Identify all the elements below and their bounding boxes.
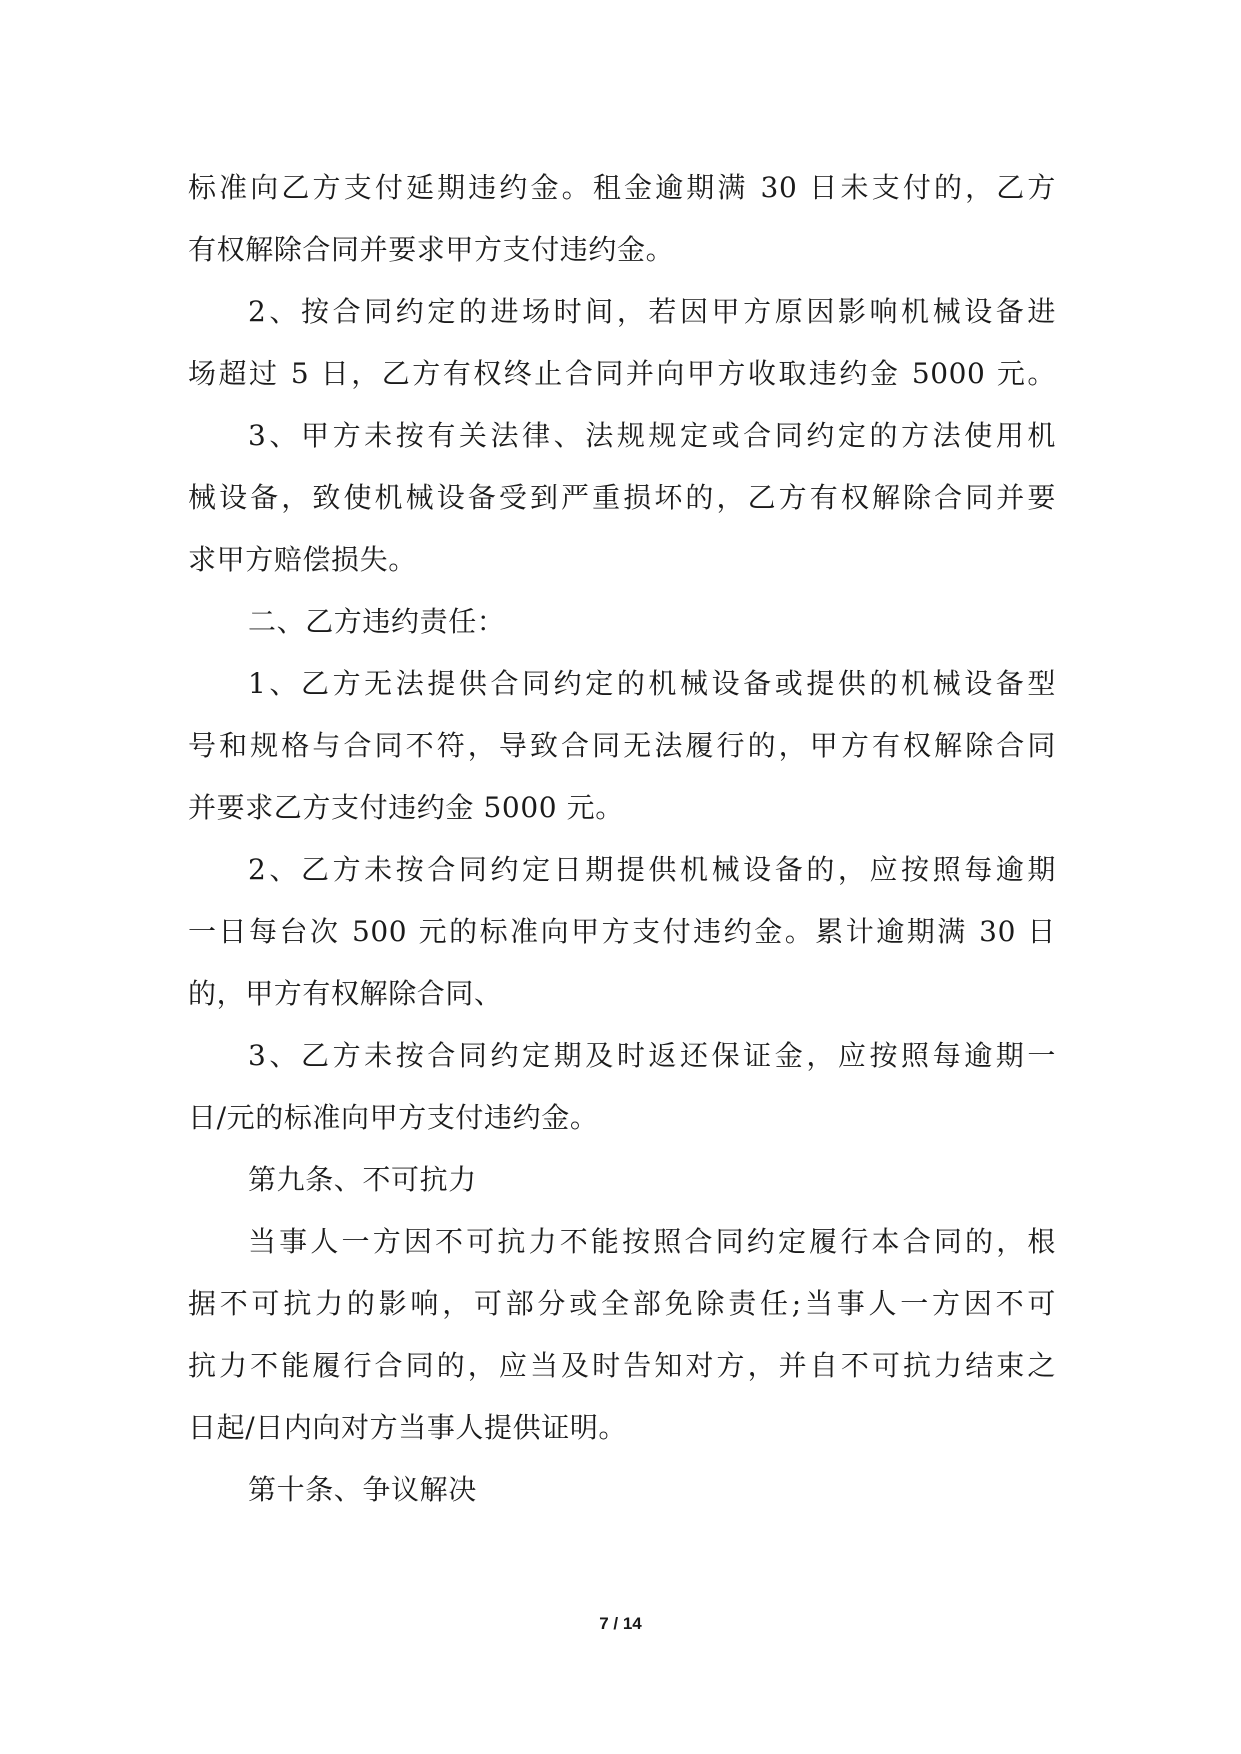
text-line: 当事人一方因不可抗力不能按照合同约定履行本合同的，根 <box>248 1225 1056 1258</box>
text-line: 抗力不能履行合同的，应当及时告知对方，并自不可抗力结束之 <box>188 1349 1056 1382</box>
text-line: 场超过 5 日，乙方有权终止合同并向甲方收取违约金 5000 元。 <box>188 357 1056 390</box>
document-body <box>188 157 1056 1521</box>
text-line: 一日每台次 500 元的标准向甲方支付违约金。累计逾期满 30 日 <box>188 915 1056 948</box>
text-line: 3、甲方未按有关法律、法规规定或合同约定的方法使用机 <box>248 419 1056 452</box>
text-line: 3、乙方未按合同约定期及时返还保证金，应按照每逾期一 <box>248 1039 1056 1072</box>
page-number: 7 / 14 <box>599 1614 642 1633</box>
text-line: 2、乙方未按合同约定日期提供机械设备的，应按照每逾期 <box>248 853 1056 886</box>
text-line: 日起/日内向对方当事人提供证明。 <box>188 1411 628 1444</box>
text-line: 据不可抗力的影响，可部分或全部免除责任;当事人一方因不可 <box>188 1287 1056 1320</box>
text-line: 械设备，致使机械设备受到严重损坏的，乙方有权解除合同并要 <box>188 481 1056 514</box>
text-line: 1、乙方无法提供合同约定的机械设备或提供的机械设备型 <box>248 667 1056 700</box>
text-line: 标准向乙方支付延期违约金。租金逾期满 30 日未支付的，乙方 <box>188 171 1056 204</box>
text-line: 2、按合同约定的进场时间，若因甲方原因影响机械设备进 <box>248 295 1056 328</box>
text-line: 的，甲方有权解除合同、 <box>188 977 503 1010</box>
text-line: 求甲方赔偿损失。 <box>188 543 417 576</box>
text-line: 号和规格与合同不符，导致合同无法履行的，甲方有权解除合同 <box>188 729 1056 762</box>
text-line: 并要求乙方支付违约金 5000 元。 <box>188 791 624 824</box>
article-heading: 第十条、争议解决 <box>248 1473 477 1506</box>
text-line: 日/元的标准向甲方支付违约金。 <box>188 1101 599 1134</box>
section-heading: 二、乙方违约责任： <box>248 605 506 638</box>
text-line: 有权解除合同并要求甲方支付违约金。 <box>188 233 675 266</box>
article-heading: 第九条、不可抗力 <box>248 1163 477 1196</box>
